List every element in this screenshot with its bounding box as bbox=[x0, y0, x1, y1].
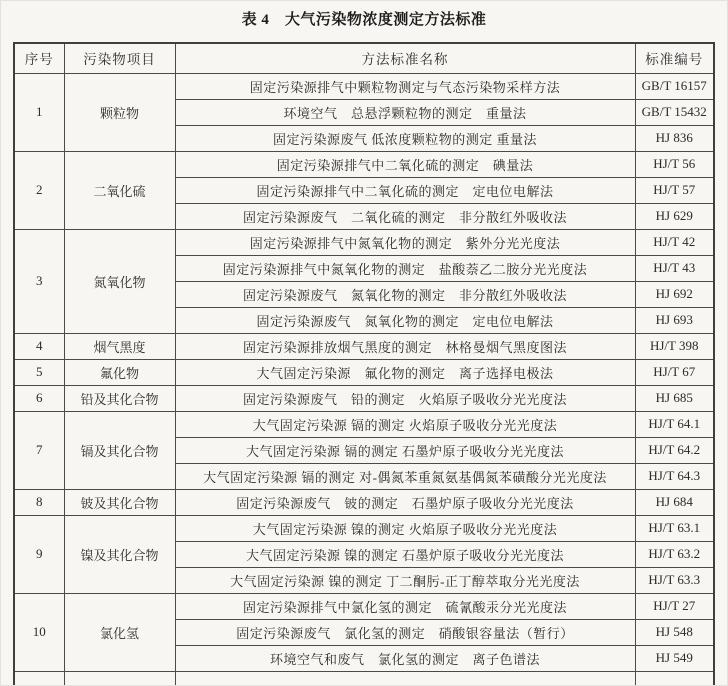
standard-code: HJ 548 bbox=[635, 619, 714, 645]
standard-code: HJ/T 27 bbox=[635, 593, 714, 619]
pollutant-name: 烟气黑度 bbox=[64, 333, 175, 359]
standard-code: HJ/T 63.1 bbox=[635, 515, 714, 541]
method-name: 大气固定污染源 镉的测定 火焰原子吸收分光光度法 bbox=[175, 411, 635, 437]
table-row bbox=[14, 593, 714, 619]
header-pollutant: 污染物项目 bbox=[64, 43, 175, 73]
header-code: 标准编号 bbox=[635, 43, 714, 73]
method-name: 固定污染源废气 铅的测定 火焰原子吸收分光光度法 bbox=[175, 385, 635, 411]
method-name: 环境空气和废气 氯化氢的测定 离子色谱法 bbox=[175, 645, 635, 671]
method-name: 固定污染源废气 铍的测定 石墨炉原子吸收分光光度法 bbox=[175, 489, 635, 515]
row-number: 3 bbox=[14, 229, 64, 333]
header-method: 方法标准名称 bbox=[175, 43, 635, 73]
pollutant-name: 镍及其化合物 bbox=[64, 515, 175, 593]
pollutant-name: 氟化物 bbox=[64, 359, 175, 385]
standard-code: HJ/T 63.2 bbox=[635, 541, 714, 567]
row-number: 10 bbox=[14, 593, 64, 671]
row-number: 8 bbox=[14, 489, 64, 515]
method-name: 固定污染源排气中氯化氢的测定 硫氰酸汞分光光度法 bbox=[175, 593, 635, 619]
table-title: 表 4 大气污染物浓度测定方法标准 bbox=[241, 12, 487, 28]
pollutant-name: 氯化氢 bbox=[64, 593, 175, 671]
table-row bbox=[14, 151, 714, 177]
method-name: 大气固定污染源 镉的测定 对-偶氮苯重氮氨基偶氮苯磺酸分光光度法 bbox=[175, 463, 635, 489]
row-number: 4 bbox=[14, 333, 64, 359]
table-row bbox=[14, 333, 714, 359]
table-row bbox=[14, 73, 714, 99]
standard-code: HJ 685 bbox=[635, 385, 714, 411]
standard-code: HJ/T 398 bbox=[635, 333, 714, 359]
method-name: 固定污染源排气中二氧化硫的测定 定电位电解法 bbox=[175, 177, 635, 203]
standard-code: HJ/T 64.2 bbox=[635, 437, 714, 463]
standard-code: GB/T 16157 bbox=[635, 73, 714, 99]
method-name: 固定污染源排气中氮氧化物的测定 盐酸萘乙二胺分光光度法 bbox=[175, 255, 635, 281]
row-number bbox=[14, 671, 64, 686]
method-name: 环境空气 总悬浮颗粒物的测定 重量法 bbox=[175, 99, 635, 125]
method-name: 大气固定污染源 镍的测定 火焰原子吸收分光光度法 bbox=[175, 515, 635, 541]
standard-code: HJ 629 bbox=[635, 203, 714, 229]
standard-code: HJ/T 64.1 bbox=[635, 411, 714, 437]
method-name: 固定污染源废气 氮氧化物的测定 定电位电解法 bbox=[175, 307, 635, 333]
method-name: 固定污染源废气 氮氧化物的测定 非分散红外吸收法 bbox=[175, 281, 635, 307]
standard-code: HJ/T 67 bbox=[635, 359, 714, 385]
standard-code: HJ/T 64.3 bbox=[635, 463, 714, 489]
method-name: 固定污染源排气中氮氧化物的测定 紫外分光光度法 bbox=[175, 229, 635, 255]
standards-table bbox=[13, 42, 715, 686]
standard-code: HJ 692 bbox=[635, 281, 714, 307]
standard-code: HJ 549 bbox=[635, 645, 714, 671]
pollutant-name: 铍及其化合物 bbox=[64, 489, 175, 515]
standard-code: HJ/T 57 bbox=[635, 177, 714, 203]
method-name: 大气固定污染源 镍的测定 丁二酮肟-正丁醇萃取分光光度法 bbox=[175, 567, 635, 593]
pollutant-name: 二氧化硫 bbox=[64, 151, 175, 229]
table-row bbox=[14, 385, 714, 411]
table-row bbox=[14, 229, 714, 255]
standard-code: HJ/T 56 bbox=[635, 151, 714, 177]
method-name: 固定污染源排气中颗粒物测定与气态污染物采样方法 bbox=[175, 73, 635, 99]
pollutant-name: 镉及其化合物 bbox=[64, 411, 175, 489]
header-index: 序号 bbox=[14, 43, 64, 73]
method-name: 大气固定污染源 镍的测定 石墨炉原子吸收分光光度法 bbox=[175, 541, 635, 567]
method-name: 固定污染源排放烟气黑度的测定 林格曼烟气黑度图法 bbox=[175, 333, 635, 359]
cutoff-row bbox=[14, 671, 714, 686]
row-number: 5 bbox=[14, 359, 64, 385]
row-number: 1 bbox=[14, 73, 64, 151]
standard-code bbox=[635, 671, 714, 686]
method-name: 大气固定污染源 氟化物的测定 离子选择电极法 bbox=[175, 359, 635, 385]
standard-code: HJ/T 43 bbox=[635, 255, 714, 281]
table-row bbox=[14, 359, 714, 385]
pollutant-name: 颗粒物 bbox=[64, 73, 175, 151]
standard-code: HJ 684 bbox=[635, 489, 714, 515]
method-name: 固定污染源废气 二氧化硫的测定 非分散红外吸收法 bbox=[175, 203, 635, 229]
standard-code: HJ/T 63.3 bbox=[635, 567, 714, 593]
method-name: 固定污染源排气中二氧化硫的测定 碘量法 bbox=[175, 151, 635, 177]
row-number: 2 bbox=[14, 151, 64, 229]
row-number: 9 bbox=[14, 515, 64, 593]
method-name: 大气固定污染源 镉的测定 石墨炉原子吸收分光光度法 bbox=[175, 437, 635, 463]
standard-code: HJ 693 bbox=[635, 307, 714, 333]
pollutant-name: 铅及其化合物 bbox=[64, 385, 175, 411]
method-name bbox=[175, 671, 635, 686]
standard-code: HJ 836 bbox=[635, 125, 714, 151]
row-number: 7 bbox=[14, 411, 64, 489]
pollutant-name: 氮氧化物 bbox=[64, 229, 175, 333]
standard-code: GB/T 15432 bbox=[635, 99, 714, 125]
table-row bbox=[14, 489, 714, 515]
pollutant-name bbox=[64, 671, 175, 686]
table-row bbox=[14, 411, 714, 437]
method-name: 固定污染源废气 低浓度颗粒物的测定 重量法 bbox=[175, 125, 635, 151]
standard-code: HJ/T 42 bbox=[635, 229, 714, 255]
header-row bbox=[14, 43, 714, 73]
row-number: 6 bbox=[14, 385, 64, 411]
method-name: 固定污染源废气 氯化氢的测定 硝酸银容量法（暂行） bbox=[175, 619, 635, 645]
table-row bbox=[14, 515, 714, 541]
